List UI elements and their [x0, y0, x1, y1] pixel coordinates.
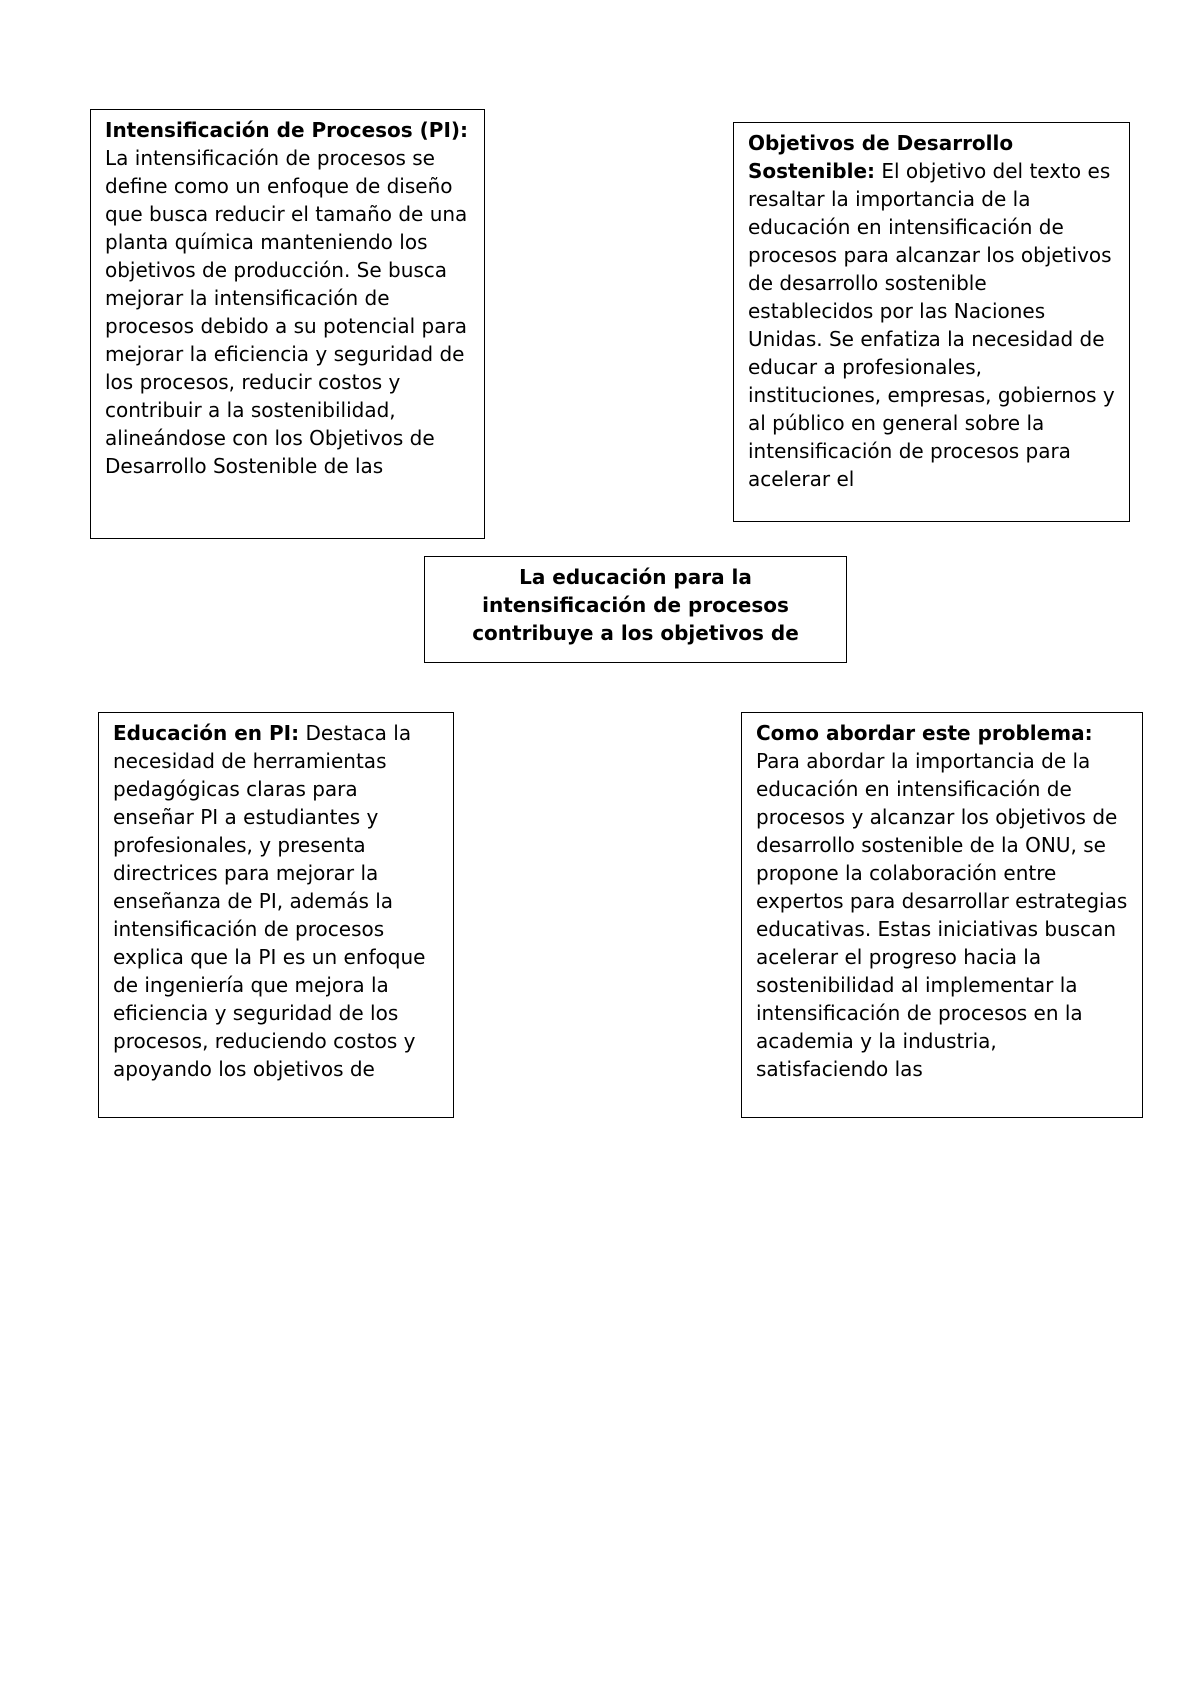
ods-label: Objetivos de Desarrollo Sostenible:	[748, 131, 1014, 183]
pi-label: Intensificación de Procesos (PI):	[105, 118, 469, 142]
edu-pi-text: Destaca la necesidad de herramientas pedagógicas claras para enseñar PI a estudiantes y profesionales, y presenta directrices para mejorar la enseñanza de PI, además la intensificación de procesos explica que la PI es un enfoque de ingeniería que mejora la eficiencia y seguridad de los procesos, reduciendo costos y apoyando los objetivos de	[113, 721, 426, 1081]
pi-textbox	[90, 109, 485, 539]
como-abordar-text: Para abordar la importancia de la educación en intensificación de procesos y alcanzar los objetivos de desarrollo sostenible de la ONU, se propone la colaboración entre expertos para desarrollar estrategias educativas. Estas iniciativas buscan acelerar el progreso hacia la sostenibilidad al implementar la intensificación de procesos en la academia y la industria, satisfaciendo las	[756, 749, 1128, 1081]
pi-text: La intensificación de procesos se define como un enfoque de diseño que busca reducir el tamaño de una planta química manteniendo los objetivos de producción. Se busca mejorar la intensificación de procesos debido a su potencial para mejorar la eficiencia y seguridad de los procesos, reducir costos y contribuir a la sostenibilidad, alineándose con los Objetivos de Desarrollo Sostenible de las	[105, 146, 468, 478]
como-abordar-label: Como abordar este problema:	[756, 721, 1093, 745]
ods-textbox	[733, 122, 1130, 522]
como-abordar-textbox	[741, 712, 1143, 1118]
ods-text: El objetivo del texto es resaltar la importancia de la educación en intensificación de procesos para alcanzar los objetivos de desarrollo sostenible establecidos por las Naciones Unidas. Se enfatiza la necesidad de educar a profesionales, instituciones, empresas, gobiernos y al público en general sobre la intensificación de procesos para acelerar el	[748, 159, 1115, 491]
edu-pi-textbox	[98, 712, 454, 1118]
central-topic-textbox	[424, 556, 847, 663]
central-topic-text: La educación para la intensificación de procesos contribuye a los objetivos de	[472, 565, 799, 645]
edu-pi-label: Educación en PI:	[113, 721, 300, 745]
